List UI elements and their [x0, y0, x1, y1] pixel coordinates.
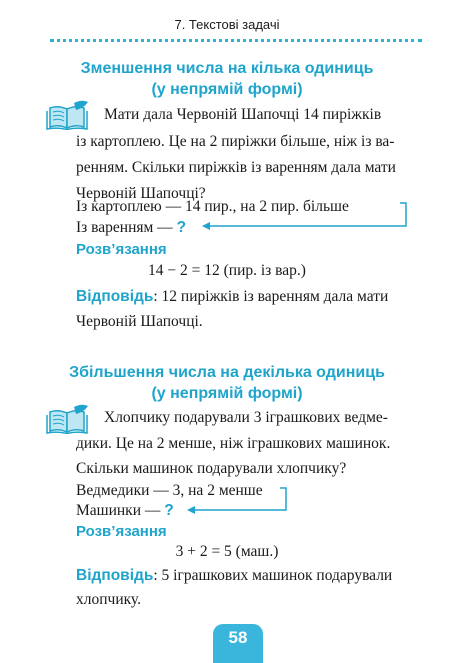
problem1-line: із картоплею. Це на 2 пиріжки більше, ніж із ва- [76, 133, 395, 150]
question-mark: ? [164, 502, 174, 519]
dotted-divider [50, 39, 422, 42]
solution-equation: 14 − 2 = 12 (пир. із вар.) [148, 262, 306, 279]
answer-label: Відповідь [76, 567, 154, 584]
answer-line: хлопчику. [76, 591, 142, 608]
short-condition-1: Із картоплею — 14 пир., на 2 пир. більше [76, 198, 349, 215]
short-condition-2 [76, 502, 174, 520]
answer-text: : 5 іграшкових машинок подарували [153, 567, 393, 584]
problem1-line: Червоній Шапочці? [76, 185, 206, 202]
section2-title: Збільшення числа на декілька одиниць [69, 364, 385, 381]
relation-arrow [200, 198, 420, 234]
answer-line [76, 288, 388, 306]
chapter-title: 7. Текстові задачі [174, 17, 280, 32]
solution-label: Розв’язання [76, 523, 167, 540]
problem2-line: дики. Це на 2 менше, ніж іграшкових машинок. [76, 435, 391, 452]
section1-subtitle: (у непрямій формі) [151, 81, 303, 98]
question-mark: ? [176, 219, 187, 236]
problem1-line: Мати дала Червоній Шапочці 14 пиріжків [104, 106, 382, 123]
short-condition-2 [76, 219, 186, 237]
problem2-line: Хлопчику подарували 3 іграшкових ведме- [104, 409, 388, 426]
short-condition-1: Ведмедики — 3, на 2 менше [76, 482, 263, 499]
relation-arrow [185, 482, 295, 518]
section2-subtitle: (у непрямій формі) [151, 385, 303, 402]
book-icon [46, 404, 90, 434]
page-number: 58 [228, 628, 248, 647]
short-condition-label: Машинки — [76, 502, 165, 519]
solution-label: Розв’язання [76, 241, 167, 258]
solution-equation: 3 + 2 = 5 (маш.) [175, 543, 279, 560]
book-icon [46, 100, 90, 130]
section1-title: Зменшення числа на кілька одиниць [80, 60, 374, 77]
problem1-line: ренням. Скільки пиріжків із варенням дала мати [76, 159, 396, 176]
answer-text: : 12 пиріжків із варенням дала мати [153, 288, 389, 305]
answer-label: Відповідь [76, 288, 154, 305]
short-condition-label: Із варенням — [76, 219, 177, 236]
answer-line: Червоній Шапочці. [76, 313, 203, 330]
problem2-line: Скільки машинок подарували хлопчику? [76, 460, 347, 477]
answer-line [76, 567, 392, 585]
